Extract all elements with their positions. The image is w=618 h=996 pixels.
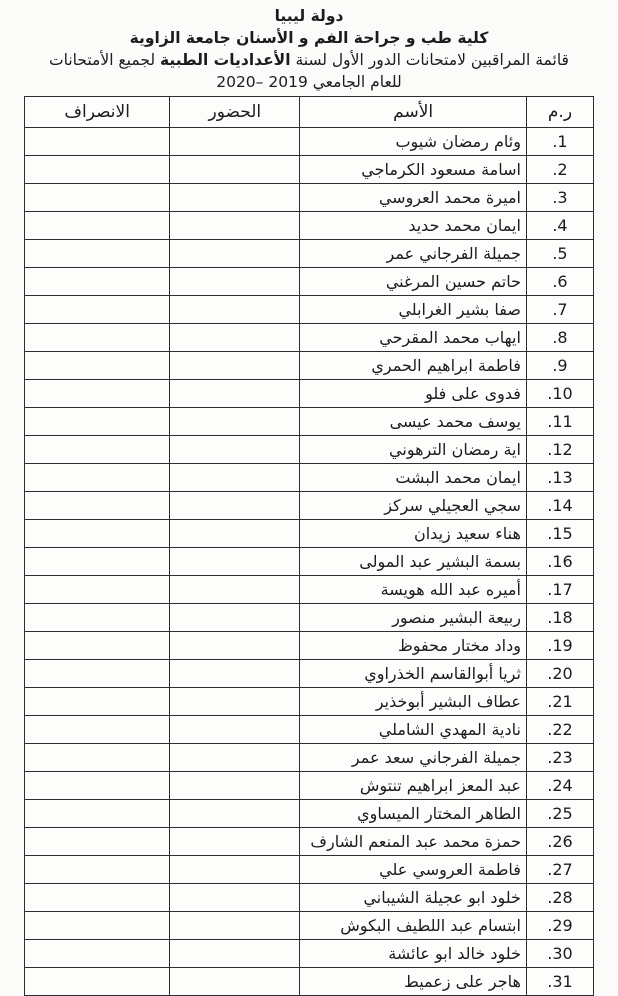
cell-departure	[25, 296, 170, 324]
cell-attendance	[170, 632, 300, 660]
cell-num: 1.	[526, 128, 593, 156]
cell-departure	[25, 912, 170, 940]
header-list-title-pre: قائمة المراقبين لامتحانات الدور الأول لسنة	[290, 51, 569, 69]
cell-attendance	[170, 464, 300, 492]
table-row	[25, 352, 594, 380]
cell-departure	[25, 968, 170, 996]
cell-num: 14.	[526, 492, 593, 520]
table-row	[25, 436, 594, 464]
cell-num: 9.	[526, 352, 593, 380]
cell-departure	[25, 324, 170, 352]
column-header-name: الأسم	[300, 97, 527, 128]
table-row	[25, 884, 594, 912]
cell-departure	[25, 632, 170, 660]
cell-attendance	[170, 324, 300, 352]
cell-attendance	[170, 380, 300, 408]
column-header-attendance: الحضور	[170, 97, 300, 128]
cell-attendance	[170, 828, 300, 856]
cell-num: 27.	[526, 856, 593, 884]
cell-name: فاطمة العروسي علي	[300, 856, 527, 884]
table-row	[25, 296, 594, 324]
cell-departure	[25, 184, 170, 212]
table-row	[25, 212, 594, 240]
cell-num: 11.	[526, 408, 593, 436]
table-row	[25, 408, 594, 436]
cell-departure	[25, 268, 170, 296]
table-row	[25, 912, 594, 940]
cell-num: 2.	[526, 156, 593, 184]
table-row	[25, 548, 594, 576]
cell-num: 31.	[526, 968, 593, 996]
cell-departure	[25, 660, 170, 688]
table-row	[25, 604, 594, 632]
table-row	[25, 156, 594, 184]
cell-attendance	[170, 716, 300, 744]
cell-attendance	[170, 856, 300, 884]
cell-num: 3.	[526, 184, 593, 212]
table-row	[25, 940, 594, 968]
header-faculty-line: كلية طب و جراحة الفم و الأسنان جامعة الزاوية	[129, 29, 489, 47]
table-row	[25, 632, 594, 660]
cell-name: هناء سعيد زيدان	[300, 520, 527, 548]
cell-name: اسامة مسعود الكرماجي	[300, 156, 527, 184]
header-list-title-line	[0, 49, 618, 71]
cell-attendance	[170, 408, 300, 436]
cell-departure	[25, 772, 170, 800]
cell-num: 25.	[526, 800, 593, 828]
cell-num: 5.	[526, 240, 593, 268]
cell-name: جميلة الفرجاني سعد عمر	[300, 744, 527, 772]
table-row	[25, 240, 594, 268]
cell-name: سجي العجيلي سركز	[300, 492, 527, 520]
cell-num: 30.	[526, 940, 593, 968]
cell-departure	[25, 604, 170, 632]
cell-name: أميره عبد الله هويسة	[300, 576, 527, 604]
cell-name: يوسف محمد عيسى	[300, 408, 527, 436]
cell-num: 13.	[526, 464, 593, 492]
table-row	[25, 380, 594, 408]
cell-attendance	[170, 968, 300, 996]
table-row	[25, 660, 594, 688]
cell-name: ابتسام عبد اللطيف البكوش	[300, 912, 527, 940]
cell-name: ايمان محمد البشت	[300, 464, 527, 492]
table-header-row	[25, 97, 594, 128]
cell-attendance	[170, 800, 300, 828]
cell-attendance	[170, 660, 300, 688]
cell-name: عطاف البشير أبوخذير	[300, 688, 527, 716]
invigilators-table	[24, 96, 594, 996]
cell-name: وداد مختار محفوظ	[300, 632, 527, 660]
header-country-line: دولة ليبيا	[274, 7, 344, 25]
cell-departure	[25, 744, 170, 772]
cell-attendance	[170, 548, 300, 576]
table-row	[25, 492, 594, 520]
cell-name: نادية المهدي الشاملي	[300, 716, 527, 744]
cell-departure	[25, 548, 170, 576]
cell-num: 28.	[526, 884, 593, 912]
cell-attendance	[170, 520, 300, 548]
cell-num: 19.	[526, 632, 593, 660]
cell-num: 21.	[526, 688, 593, 716]
cell-attendance	[170, 128, 300, 156]
cell-attendance	[170, 884, 300, 912]
table-row	[25, 744, 594, 772]
table-row	[25, 856, 594, 884]
table-row	[25, 968, 594, 996]
cell-attendance	[170, 604, 300, 632]
cell-departure	[25, 156, 170, 184]
column-header-number: ر.م	[526, 97, 593, 128]
cell-attendance	[170, 268, 300, 296]
cell-departure	[25, 492, 170, 520]
table-row	[25, 268, 594, 296]
cell-name: حاتم حسين المرغني	[300, 268, 527, 296]
cell-attendance	[170, 772, 300, 800]
cell-attendance	[170, 296, 300, 324]
cell-name: جميلة الفرجاني عمر	[300, 240, 527, 268]
cell-departure	[25, 212, 170, 240]
cell-attendance	[170, 240, 300, 268]
cell-name: بسمة البشير عبد المولى	[300, 548, 527, 576]
table-row	[25, 688, 594, 716]
cell-attendance	[170, 184, 300, 212]
cell-attendance	[170, 576, 300, 604]
cell-name: الطاهر المختار الميساوي	[300, 800, 527, 828]
cell-departure	[25, 128, 170, 156]
cell-name: صفا بشير الغرابلي	[300, 296, 527, 324]
cell-attendance	[170, 912, 300, 940]
cell-attendance	[170, 744, 300, 772]
cell-num: 24.	[526, 772, 593, 800]
table-row	[25, 184, 594, 212]
table-row	[25, 324, 594, 352]
header-list-title-post: لجميع الأمتحانات	[49, 51, 160, 69]
cell-name: ايمان محمد حديد	[300, 212, 527, 240]
cell-attendance	[170, 212, 300, 240]
table-header	[25, 97, 594, 128]
cell-departure	[25, 464, 170, 492]
cell-departure	[25, 240, 170, 268]
roster-table-body	[25, 128, 594, 996]
cell-name: اية رمضان الترهوني	[300, 436, 527, 464]
cell-attendance	[170, 688, 300, 716]
cell-num: 23.	[526, 744, 593, 772]
cell-departure	[25, 688, 170, 716]
document-header	[0, 0, 618, 93]
cell-num: 18.	[526, 604, 593, 632]
cell-departure	[25, 716, 170, 744]
cell-name: ربيعة البشير منصور	[300, 604, 527, 632]
cell-departure	[25, 940, 170, 968]
cell-name: وئام رمضان شيوب	[300, 128, 527, 156]
cell-attendance	[170, 436, 300, 464]
cell-num: 26.	[526, 828, 593, 856]
table-row	[25, 520, 594, 548]
table-row	[25, 772, 594, 800]
cell-name: خلود خالد ابو عائشة	[300, 940, 527, 968]
cell-departure	[25, 380, 170, 408]
cell-num: 6.	[526, 268, 593, 296]
table-row	[25, 464, 594, 492]
cell-departure	[25, 576, 170, 604]
cell-attendance	[170, 940, 300, 968]
cell-name: ثريا أبوالقاسم الخذراوي	[300, 660, 527, 688]
table-row	[25, 800, 594, 828]
header-academic-year-line: للعام الجامعي 2019 –2020	[216, 73, 402, 91]
cell-departure	[25, 436, 170, 464]
cell-num: 22.	[526, 716, 593, 744]
cell-departure	[25, 884, 170, 912]
cell-num: 8.	[526, 324, 593, 352]
cell-attendance	[170, 156, 300, 184]
cell-num: 16.	[526, 548, 593, 576]
cell-attendance	[170, 352, 300, 380]
cell-num: 4.	[526, 212, 593, 240]
table-row	[25, 576, 594, 604]
column-header-departure: الانصراف	[25, 97, 170, 128]
cell-departure	[25, 856, 170, 884]
cell-num: 17.	[526, 576, 593, 604]
table-row	[25, 716, 594, 744]
cell-name: خلود ابو عجيلة الشيباني	[300, 884, 527, 912]
table-row	[25, 128, 594, 156]
cell-num: 12.	[526, 436, 593, 464]
cell-departure	[25, 352, 170, 380]
cell-departure	[25, 520, 170, 548]
cell-name: حمزة محمد عبد المنعم الشارف	[300, 828, 527, 856]
cell-num: 7.	[526, 296, 593, 324]
cell-departure	[25, 828, 170, 856]
cell-num: 20.	[526, 660, 593, 688]
cell-num: 15.	[526, 520, 593, 548]
cell-name: هاجر على زعميط	[300, 968, 527, 996]
cell-name: فدوى على فلو	[300, 380, 527, 408]
cell-name: ايهاب محمد المقرحي	[300, 324, 527, 352]
cell-name: عبد المعز ابراهيم تنتوش	[300, 772, 527, 800]
cell-num: 29.	[526, 912, 593, 940]
cell-attendance	[170, 492, 300, 520]
cell-name: فاطمة ابراهيم الحمري	[300, 352, 527, 380]
cell-num: 10.	[526, 380, 593, 408]
cell-departure	[25, 408, 170, 436]
header-list-title-bold: الأعداديات الطبية	[159, 51, 291, 69]
cell-departure	[25, 800, 170, 828]
table-row	[25, 828, 594, 856]
cell-name: اميرة محمد العروسي	[300, 184, 527, 212]
